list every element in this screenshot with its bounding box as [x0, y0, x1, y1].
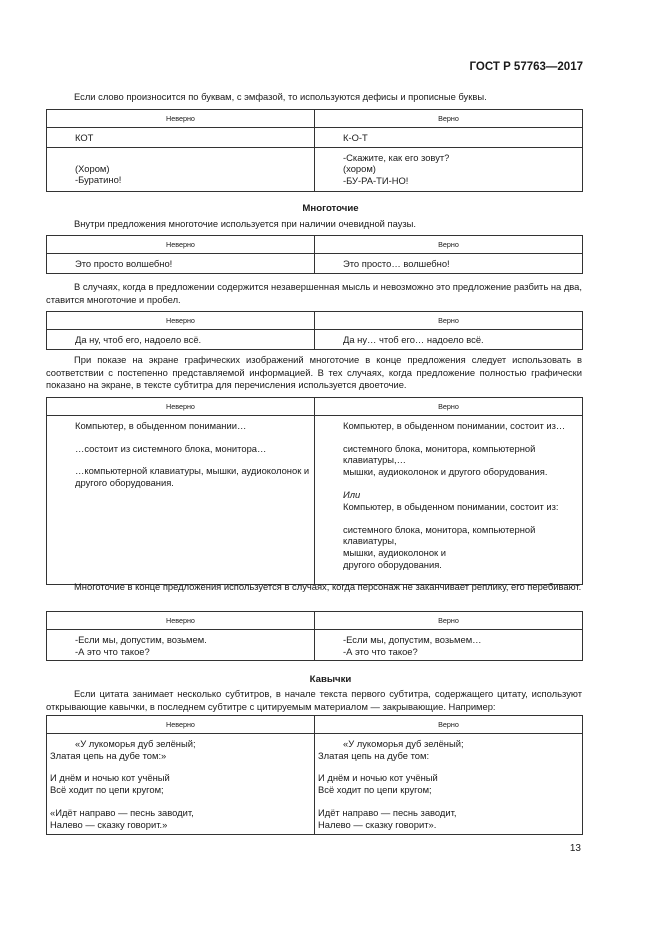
section-heading: Кавычки — [309, 674, 352, 685]
table-ellipsis-incomplete: Неверно Верно Да ну, чтоб его, надоело всё. Да ну… чтоб его… надоело всё. — [46, 311, 583, 350]
cell-wrong: (Хором) -Буратино! — [47, 147, 315, 191]
table-ellipsis-pause: Неверно Верно Это просто волшебно! Это просто… волшебно! — [46, 235, 583, 274]
cell-right: Это просто… волшебно! — [315, 253, 583, 273]
table-emphasis — [46, 109, 583, 192]
paragraph: Внутри предложения многоточие используется при наличии очевидной паузы. — [74, 218, 417, 229]
table-ellipsis-graphics: Неверно Верно Компьютер, в обыденном понимании… …состоит из системного блока, монитора… …компьютерной клавиатуры, мышки, аудиоколонок и другого оборудования. Компьютер, в обыденном понимании, состоит из… системного блока, монитора, компьютерной клавиатуры,… мышки, аудиоколонок и другого оборудования. Или Компьютер, в обыденном понимании, состоит из: системного блока, монитора, компьютерной клавиатуры, мышки, аудиоколонок и другого оборудования. — [46, 397, 583, 585]
cell-wrong: КОТ — [47, 127, 315, 147]
cell-wrong: «У лукоморья дуб зелёный; Златая цепь на дубе том:» И днём и ночью кот учёный Всё ходит по цепи кругом; «Идёт направо — песнь заводит, Налево — сказку говорит.» — [47, 733, 315, 834]
paragraph: Многоточие в конце предложения используется в случаях, когда персонаж не заканчивает реплику, его перебивают. — [74, 581, 582, 592]
cell-right: -Если мы, допустим, возьмем… -А это что такое? — [315, 629, 583, 661]
section-heading: Многоточие — [302, 203, 359, 214]
paragraph: При показе на экране графических изображений многоточие в конце предложения следует использовать в соответствии с постепенно представляемой информацией. В тех случаях, когда предложение полностью графически показано на экране, в тексте субтитра для перечисления используется двоеточие. — [46, 354, 582, 391]
cell-right: Да ну… чтоб его… надоело всё. — [315, 329, 583, 349]
col-right: Верно — [315, 110, 583, 128]
col-wrong: Неверно — [47, 110, 315, 128]
page-number: 13 — [569, 843, 581, 854]
document-code: ГОСТ Р 57763—2017 — [469, 61, 583, 73]
paragraph: Если цитата занимает несколько субтитров, в начале текста первого субтитра, содержащего цитату, используют открывающие кавычки, в последнем субтитре с цитируемым материалом — закрывающие. Например: — [46, 688, 582, 712]
paragraph-emphasis: Если слово произносится по буквам, с эмфазой, то используются дефисы и прописные буквы. — [74, 91, 487, 102]
table-ellipsis-interrupt: Неверно Верно -Если мы, допустим, возьмем. -А это что такое? -Если мы, допустим, возьмем… -А это что такое? — [46, 611, 583, 661]
cell-wrong: Да ну, чтоб его, надоело всё. — [47, 329, 315, 349]
cell-right: Компьютер, в обыденном понимании, состоит из… системного блока, монитора, компьютерной клавиатуры,… мышки, аудиоколонок и другого оборудования. Или Компьютер, в обыденном понимании, состоит из: системного блока, монитора, компьютерной клавиатуры, мышки, аудиоколонок и другого оборудования. — [315, 415, 583, 584]
cell-wrong: Это просто волшебно! — [47, 253, 315, 273]
paragraph: В случаях, когда в предложении содержится незавершенная мысль и невозможно это предложение разбить на два, ставится многоточие и пробел. — [46, 281, 582, 305]
cell-right: К-О-Т — [315, 127, 583, 147]
cell-wrong: -Если мы, допустим, возьмем. -А это что такое? — [47, 629, 315, 661]
cell-wrong: Компьютер, в обыденном понимании… …состоит из системного блока, монитора… …компьютерной клавиатуры, мышки, аудиоколонок и другого оборудования. — [47, 415, 315, 584]
table-quotes: Неверно Верно «У лукоморья дуб зелёный; Златая цепь на дубе том:» И днём и ночью кот учёный Всё ходит по цепи кругом; «Идёт направо — песнь заводит, Налево — сказку говорит.» «У лукоморья дуб зелёный; Златая цепь на дубе том: И днём и ночью кот учёный Всё ходит по цепи кругом; Идёт направо — песнь заводит, Налево — сказку говорит». — [46, 715, 583, 835]
cell-right: -Скажите, как его зовут? (хором) -БУ-РА-ТИ-НО! — [315, 147, 583, 191]
cell-right: «У лукоморья дуб зелёный; Златая цепь на дубе том: И днём и ночью кот учёный Всё ходит по цепи кругом; Идёт направо — песнь заводит, Налево — сказку говорит». — [315, 733, 583, 834]
